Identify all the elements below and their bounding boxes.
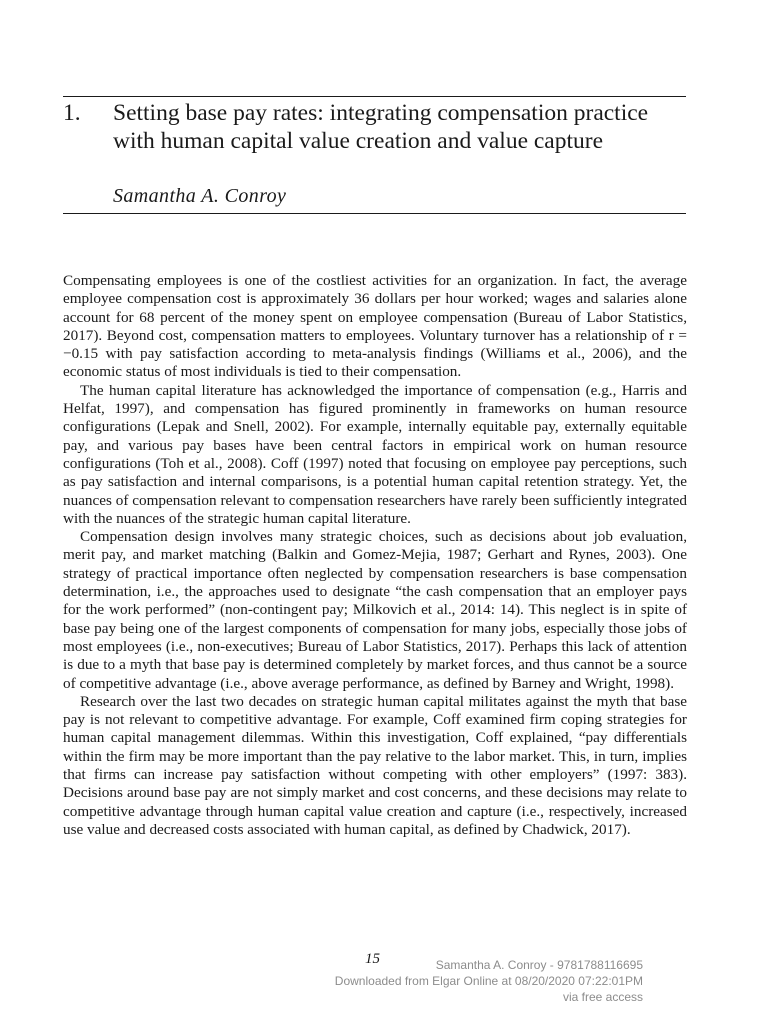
footer-author-isbn: Samantha A. Conroy - 9781788116695 bbox=[435, 958, 643, 972]
footer-access-note: via free access bbox=[562, 990, 643, 1004]
paragraph-2: The human capital literature has acknowledged the importance of compensation (e.g., Harris and Helfat, 1997), and compensation has figured prominently in frameworks on human resource configurations (Lepak and Snell, 2002). For example, internally equitable pay, externally equitable pay, and various pay bases have been central factors in empirical work on human resource configurations (Toh et al., 2008). Coff (1997) noted that focusing on employee pay perceptions, such as pay satisfaction and internal comparisons, is a potential human capital retention strategy. Yet, the nuances of compensation relevant to compensation researchers have rarely been sufficiently integrated with the nuances of the strategic human capital literature. bbox=[63, 381, 687, 527]
paragraph-1: Compensating employees is one of the costliest activities for an organization. In fact, the average employee compensation cost is approximately 36 dollars per hour worked; wages and salaries alone account for 68 percent of the money spent on employee compensation (Bureau of Labor Statistics, 2017). Beyond cost, compensation matters to employees. Voluntary turnover has a relationship of r = −0.15 with pay satisfaction according to meta-analysis findings (Williams et al., 2006), and the economic status of most individuals is tied to their compensation. bbox=[63, 272, 687, 381]
chapter-number: 1. bbox=[63, 100, 81, 126]
chapter-title: Setting base pay rates: integrating compensation practice with human capital value creation and value capture bbox=[113, 100, 649, 154]
footer-download-note: Downloaded from Elgar Online at 08/20/2020 07:22:01PM bbox=[334, 974, 643, 988]
body-text bbox=[63, 272, 687, 839]
paragraph-3: Compensation design involves many strategic choices, such as decisions about job evaluation, merit pay, and market matching (Balkin and Gomez-Mejia, 1987; Gerhart and Rynes, 2003). One strategy of practical importance often neglected by compensation researchers is base compensation determination, i.e., the approaches used to designate “the cash compensation that an employer pays for the work performed” (non-contingent pay; Milkovich et al., 2014: 14). This neglect is in spite of base pay being one of the largest components of compensation for many jobs, especially those jobs of most employees (i.e., non-executives; Bureau of Labor Statistics, 2017). Perhaps this lack of attention is due to a myth that base pay is determined completely by market forces, and thus cannot be a source of competitive advantage (i.e., above average performance, as defined by Barney and Wright, 1998). bbox=[63, 528, 687, 692]
paragraph-4: Research over the last two decades on strategic human capital militates against the myth that base pay is not relevant to competitive advantage. For example, Coff examined firm coping strategies for human capital management dilemmas. Within this investigation, Coff explained, “pay differentials within the firm may be more important than the pay relative to the labor market. This, in turn, implies that firms can increase pay satisfaction without competing with other employers” (1997: 383). Decisions around base pay are not simply market and cost concerns, and these decisions may relate to competitive advantage through human capital value creation and capture (i.e., respectively, increased use value and decreased costs associated with human capital, as defined by Chadwick, 2017). bbox=[63, 692, 687, 838]
top-rule bbox=[63, 96, 686, 97]
chapter-author: Samantha A. Conroy bbox=[113, 185, 287, 207]
page-number: 15 bbox=[365, 951, 380, 967]
bottom-rule bbox=[63, 213, 686, 214]
